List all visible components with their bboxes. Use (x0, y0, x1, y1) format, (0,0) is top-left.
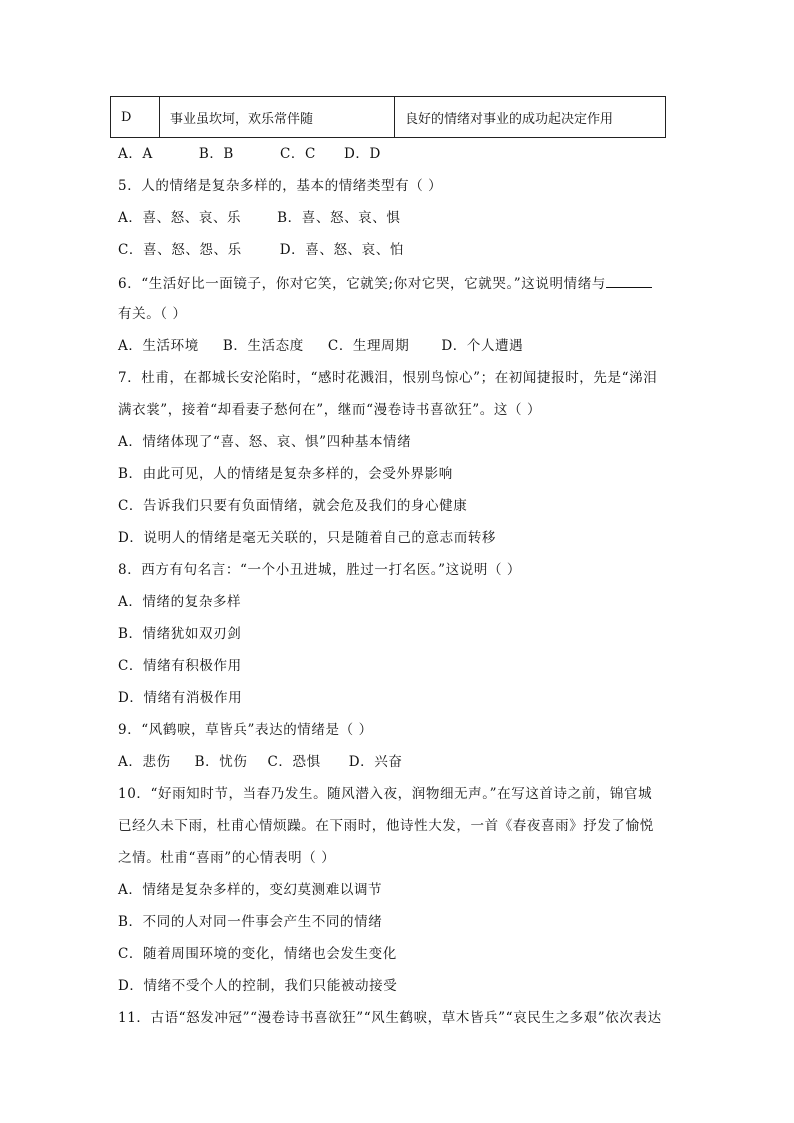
q9-options (118, 753, 402, 771)
table-cell-scenario: 事业虽坎坷，欢乐常伴随 (160, 97, 395, 138)
option-table (110, 96, 666, 138)
option: D．喜、怒、哀、怕 (279, 242, 404, 258)
option: C．生理周期 (327, 338, 410, 354)
question-stem: 11．古语“怒发冲冠”“漫卷诗书喜欲狂”“风生鹤唳，草木皆兵”“哀民生之多艰”依次表达 (118, 1010, 662, 1026)
option: A．生活环境 (118, 338, 199, 354)
option: A．A (118, 146, 153, 162)
option: C．C (279, 146, 316, 162)
answer-blank (606, 273, 652, 288)
option: B．不同的人对同一件事会产生不同的情绪 (118, 914, 383, 930)
option: C．喜、怒、怨、乐 (118, 242, 242, 258)
question-stem-cont: 满衣裳”，接着“却看妻子愁何在”，继而“漫卷诗书喜欲狂”。这（ ） (118, 402, 542, 418)
option: A．情绪的复杂多样 (118, 594, 242, 610)
question-stem: 9．“风鹤唳，草皆兵”表达的情绪是（ ） (118, 722, 373, 738)
option: B．生活态度 (222, 338, 304, 354)
option: A．情绪体现了“喜、怒、哀、惧”四种基本情绪 (118, 434, 412, 450)
question-stem (118, 273, 652, 293)
q4-options (118, 145, 381, 163)
table-row (111, 97, 666, 138)
question-stem-cont: 有关。（ ） (118, 306, 187, 322)
question-stem-cont: 之情。杜甫“喜雨”的心情表明（ ） (118, 850, 336, 866)
question-stem-cont: 已经久未下雨，杜甫心情烦躁。在下雨时，他诗性大发，一首《春夜喜雨》抒发了愉悦 (118, 818, 654, 834)
option: D．个人遭遇 (441, 338, 524, 354)
option: A．悲伤 (118, 754, 171, 770)
option: D．情绪不受个人的控制，我们只能被动接受 (118, 978, 398, 994)
stem-text: 6．“生活好比一面镜子，你对它笑，它就笑;你对它哭，它就哭。”这说明情绪与 (118, 276, 606, 292)
q5-options-row1 (118, 209, 400, 227)
question-stem: 10．“好雨知时节，当春乃发生。随风潜入夜，润物细无声。”在写这首诗之前，锦官城 (118, 786, 653, 802)
option: B．情绪犹如双刃剑 (118, 626, 242, 642)
option: C．情绪有积极作用 (118, 658, 242, 674)
q6-options (118, 337, 523, 355)
question-stem: 5．人的情绪是复杂多样的，基本的情绪类型有（ ） (118, 178, 443, 194)
option: A．情绪是复杂多样的，变幻莫测难以调节 (118, 882, 383, 898)
option: C．随着周围环境的变化，情绪也会发生变化 (118, 946, 397, 962)
table-cell-conclusion: 良好的情绪对事业的成功起决定作用 (395, 97, 666, 138)
option: D．情绪有消极作用 (118, 690, 243, 706)
option: B．由此可见，人的情绪是复杂多样的，会受外界影响 (118, 466, 453, 482)
question-stem: 8．西方有句名言：“一个小丑进城，胜过一打名医。”这说明（ ） (118, 562, 522, 578)
table-cell-letter: D (111, 97, 160, 138)
option: C．恐惧 (267, 754, 321, 770)
option: B．忧伤 (194, 754, 248, 770)
option: D．D (343, 146, 381, 162)
option: B．喜、怒、哀、惧 (277, 210, 401, 226)
option: B．B (198, 146, 234, 162)
option: D．说明人的情绪是毫无关联的，只是随着自己的意志而转移 (118, 530, 497, 546)
option: C．告诉我们只要有负面情绪，就会危及我们的身心健康 (118, 498, 468, 514)
question-stem: 7．杜甫，在都城长安沦陷时，“感时花溅泪，恨别鸟惊心”；在初闻捷报时，先是“涕泪 (118, 370, 658, 386)
option: D．兴奋 (348, 754, 403, 770)
q5-options-row2 (118, 241, 404, 259)
option: A．喜、怒、哀、乐 (118, 210, 242, 226)
